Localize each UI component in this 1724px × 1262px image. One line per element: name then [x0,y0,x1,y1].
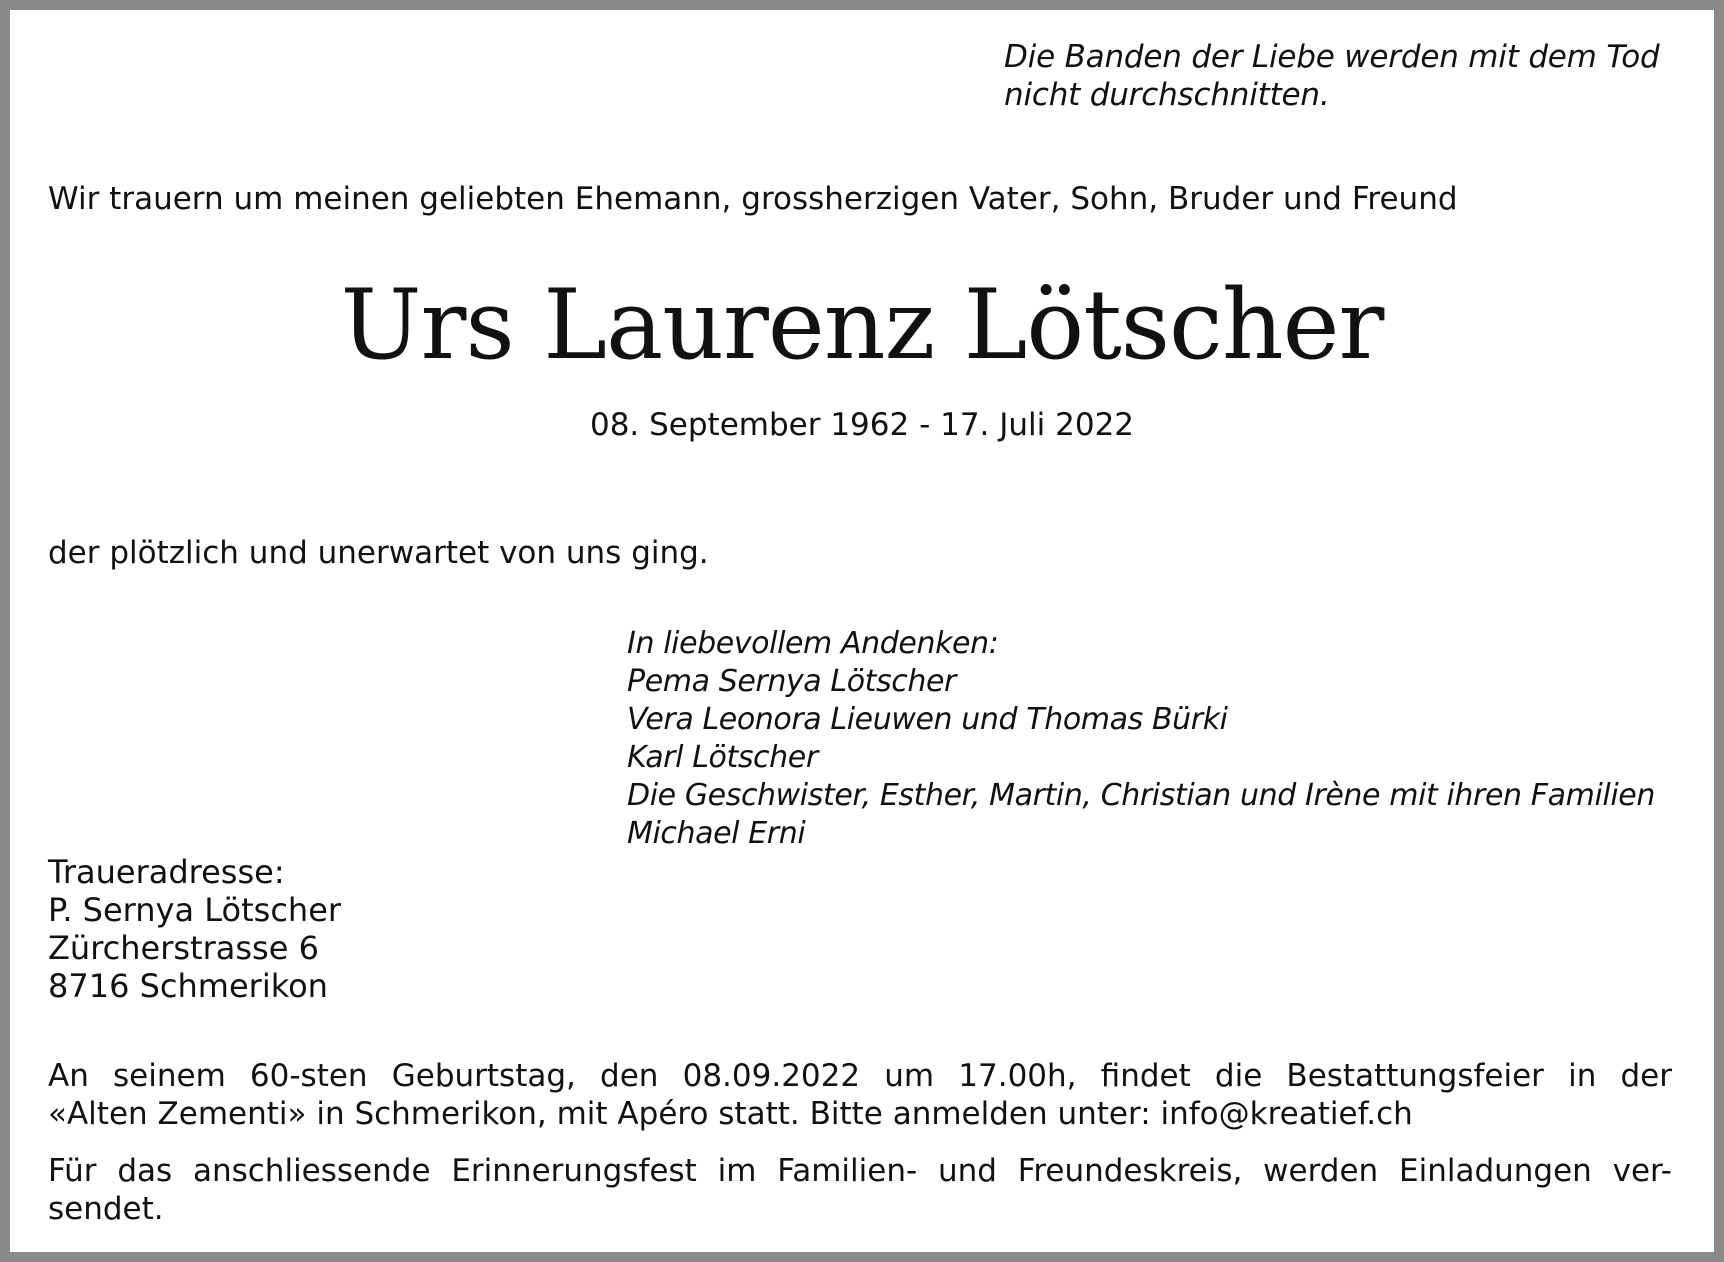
mourner-name: Die Geschwister, Esther, Martin, Christian und Irène mit ihren Familien [627,778,1655,813]
mourners-heading: In liebevollem Andenken: [627,626,999,661]
motto-quote [1004,38,1684,114]
invitations-paragraph [48,1152,1672,1228]
ceremony-line-2: «Alten Zementi» in Schmerikon, mit Apéro statt. Bitte anmelden unter: info@kreatief.ch [48,1096,1413,1132]
life-dates: 08. September 1962 - 17. Juli 2022 [589,407,1135,443]
ceremony-line-1: An seinem 60-sten Geburtstag, den 08.09.2022 um 17.00h, findet die Bestattungsfeier in der [48,1058,1672,1094]
mourners-list [627,625,1655,853]
invitations-line-2: sendet. [48,1191,164,1227]
invitations-line-1: Für das anschliessende Erinnerungsfest im Familien- und Freundeskreis, werden Einladungen ver- [48,1153,1672,1189]
address-line: Zürcherstrasse 6 [48,929,319,967]
address-line: 8716 Schmerikon [48,967,328,1005]
obituary-notice [10,10,1714,1252]
address-label: Traueradresse: [48,853,285,891]
deceased-name: Urs Laurenz Lötscher [340,269,1384,381]
passing-text: der plötzlich und unerwartet von uns ging. [48,535,709,571]
address-line: P. Sernya Lötscher [48,891,342,929]
mourning-address [48,853,341,1005]
motto-line-2: nicht durchschnitten. [1004,77,1330,113]
mourner-name: Vera Leonora Lieuwen und Thomas Bürki [627,702,1228,737]
mourner-name: Michael Erni [627,816,806,851]
ceremony-paragraph [48,1057,1672,1133]
motto-line-1: Die Banden der Liebe werden mit dem Tod [1004,39,1660,75]
intro-text: Wir trauern um meinen geliebten Ehemann, grossherzigen Vater, Sohn, Bruder und Freund [48,181,1458,217]
mourner-name: Pema Sernya Lötscher [627,664,956,699]
mourner-name: Karl Lötscher [627,740,818,775]
